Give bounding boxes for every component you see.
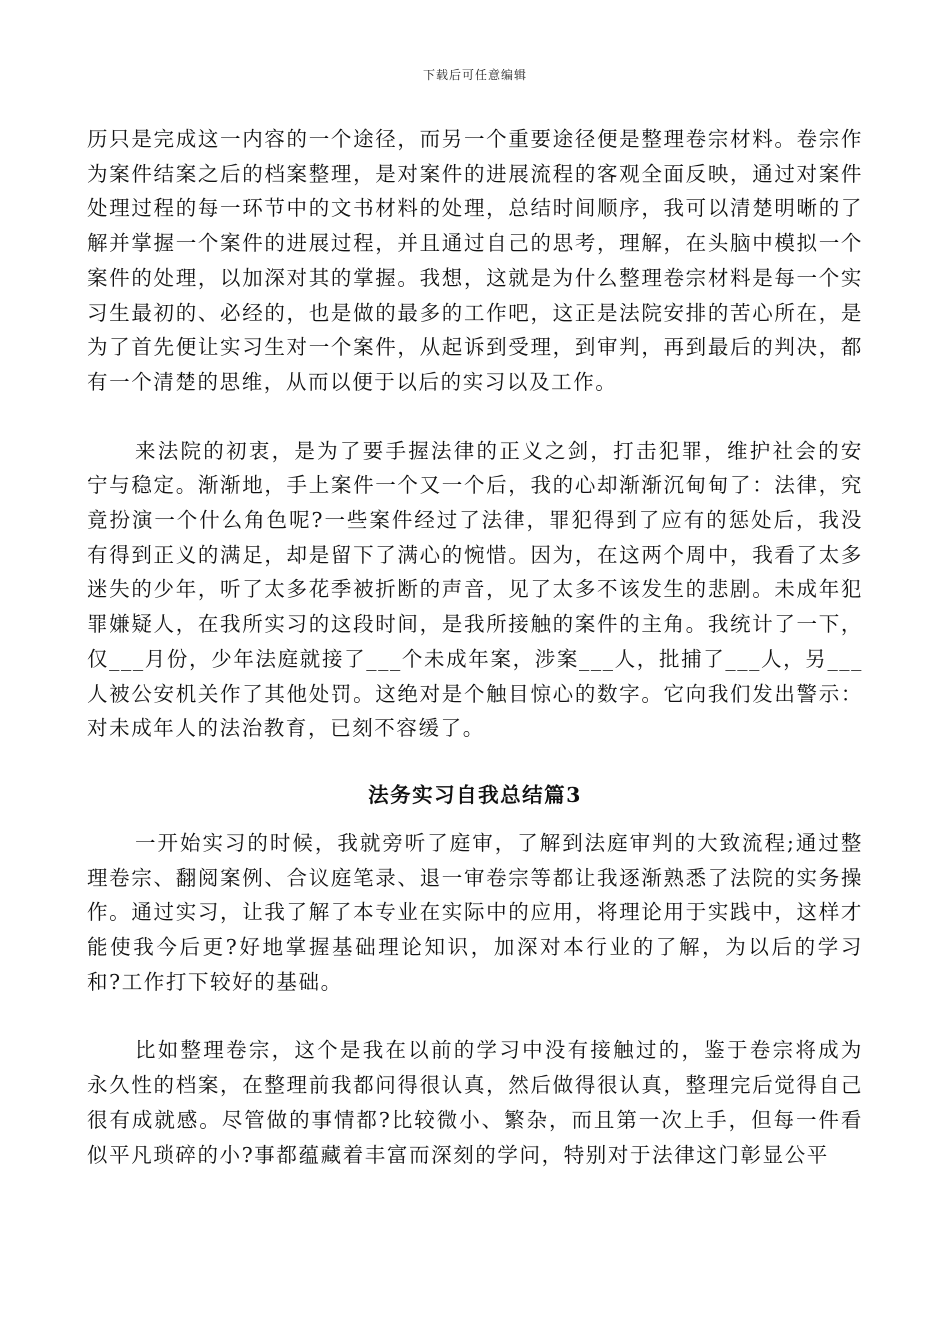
section-title: 法务实习自我总结篇3 xyxy=(368,782,582,807)
paragraph-1: 历只是完成这一内容的一个途径，而另一个重要途径便是整理卷宗材料。卷宗作为案件结案之后的档案整理，是对案件的进展流程的客观全面反映，通过对案件处理过程的每一环节中的文书材料的处理，总结时间顺序，我可以清楚明晰的了解并掌握一个案件的进展过程，并且通过自己的思考，理解，在头脑中模拟一个案件的处理，以加深对其的掌握。我想，这就是为什么整理卷宗材料是每一个实习生最初的、必经的，也是做的最多的工作吧，这正是法院安排的苦心所在，是为了首先便让实习生对一个案件，从起诉到受理，到审判，再到最后的判决，都有一个清楚的思维，从而以便于以后的实习以及工作。 xyxy=(87,127,863,394)
paragraph-2: 来法院的初衷，是为了要手握法律的正义之剑，打击犯罪，维护社会的安宁与稳定。渐渐地，手上案件一个又一个后，我的心却渐渐沉甸甸了：法律，究竟扮演一个什么角色呢?一些案件经过了法律，罪犯得到了应有的惩处后，我没有得到正义的满足，却是留下了满心的惋惜。因为，在这两个周中，我看了太多迷失的少年，听了太多花季被折断的声音，见了太多不该发生的悲剧。未成年犯罪嫌疑人，在我所实习的这段时间，是我所接触的案件的主角。我统计了一下，仅___月份，少年法庭就接了___个未成年案，涉案___人，批捕了___人，另___人被公安机关作了其他处罚。这绝对是个触目惊心的数字。它向我们发出警示：对未成年人的法治教育，已刻不容缓了。 xyxy=(87,438,863,741)
header-note: 下载后可任意编辑 xyxy=(422,68,527,82)
paragraph-4: 比如整理卷宗，这个是我在以前的学习中没有接触过的，鉴于卷宗将成为永久性的档案，在整理前我都问得很认真，然后做得很认真，整理完后觉得自己很有成就感。尽管做的事情都?比较微小、繁杂，而且第一次上手，但每一件看似平凡琐碎的小?事都蕴藏着丰富而深刻的学问，特别对于法律这门彰显公平 xyxy=(87,1038,863,1167)
document-body xyxy=(87,122,863,1172)
paragraph-3: 一开始实习的时候，我就旁听了庭审，了解到法庭审判的大致流程;通过整理卷宗、翻阅案例、合议庭笔录、退一审卷宗等都让我逐渐熟悉了法院的实务操作。通过实习，让我了解了本专业在实际中的应用，将理论用于实践中，这样才能使我今后更?好地掌握基础理论知识，加深对本行业的了解，为以后的学习和?工作打下较好的基础。 xyxy=(87,830,863,994)
